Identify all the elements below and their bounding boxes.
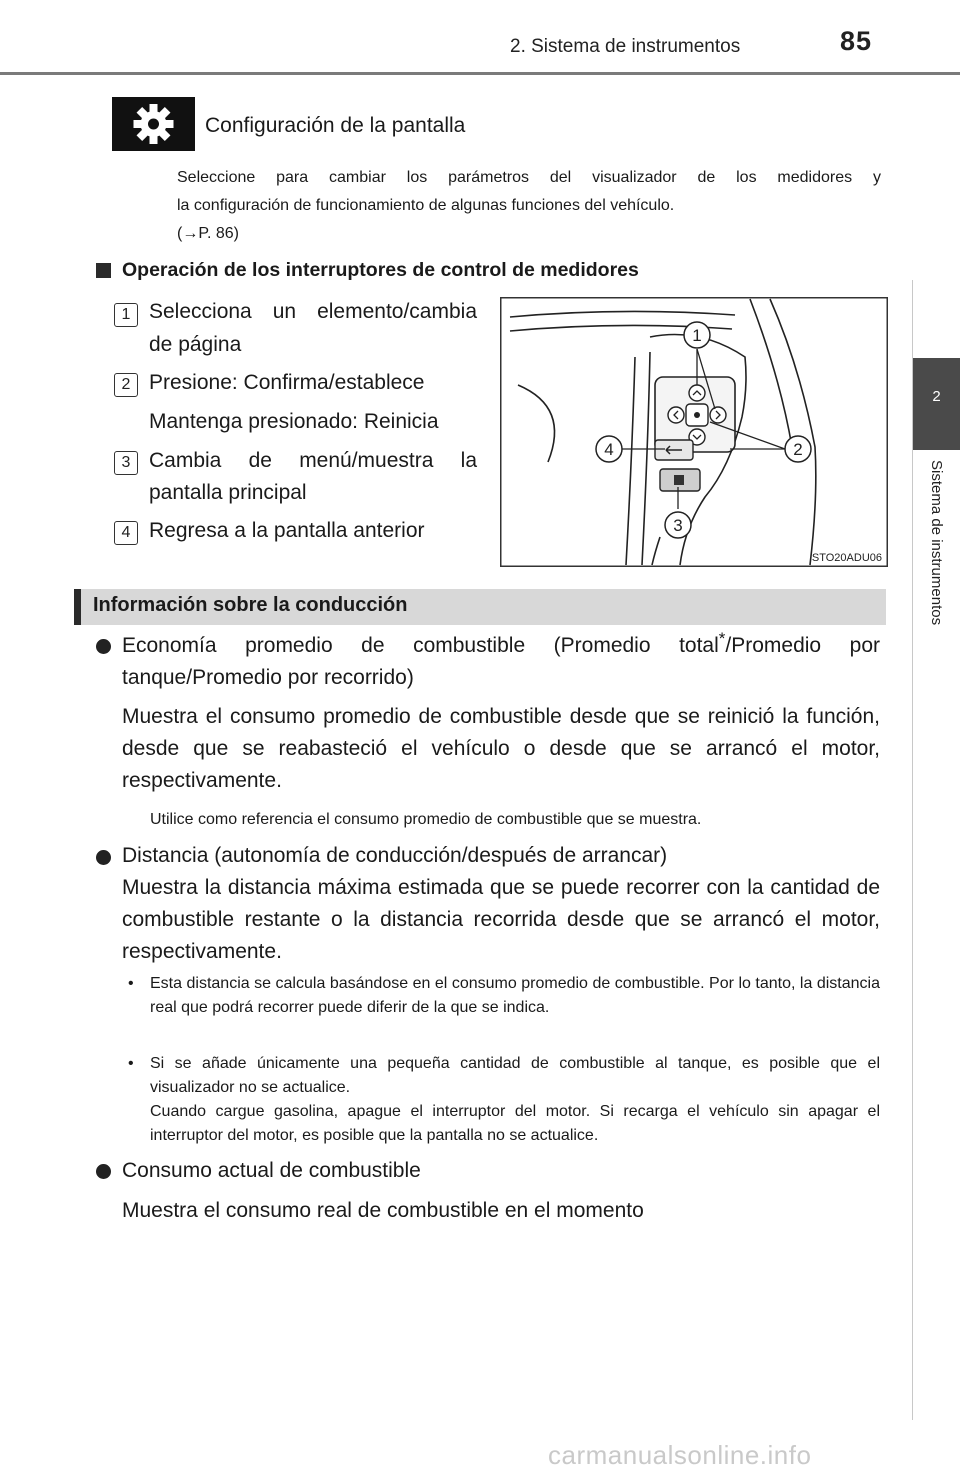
page-number: 85 (840, 26, 873, 56)
list-item-4-line1: Regresa a la pantalla anterior (149, 519, 425, 542)
settings-reference: (→P. 86) (177, 225, 239, 242)
list-number-2: 2 (114, 373, 138, 397)
watermark: carmanualsonline.info (548, 1440, 812, 1470)
settings-description-line2: la configuración de funcionamiento de algunas funciones del vehículo. (177, 197, 675, 214)
item2-title: Distancia (autonomía de conducción/después de arrancar) (122, 844, 668, 867)
item1-title-a: Economía promedio de combustible (Promedio total (122, 634, 719, 657)
list-item-3-line1: Cambia de menú/muestra la (149, 449, 477, 472)
gear-icon (112, 97, 195, 151)
item1-asterisk: * (718, 629, 726, 648)
item3-body: Muestra el consumo real de combustible en el momento (122, 1199, 644, 1222)
settings-description-line1: Seleccione para cambiar los parámetros del visualizador de los medidores y (177, 169, 881, 186)
list-item-1-line2: de página (149, 333, 242, 356)
steering-switch-illustration (500, 297, 888, 567)
driving-info-heading: Información sobre la conducción (93, 594, 408, 616)
item2-note2a-text: Si se añade únicamente una pequeña cantidad de combustible al tanque, es posible que el visualizador no se actualice. (150, 1055, 880, 1096)
running-header-section: 2. Sistema de instrumentos (510, 36, 741, 57)
item2-note2b-text: Cuando cargue gasolina, apague el interruptor del motor. Si recarga el vehículo sin apagar el interruptor del motor, es posible que la pantalla no se actualice. (150, 1103, 880, 1144)
steering-switch-figure (500, 297, 888, 567)
item2-note2 (128, 1052, 880, 1148)
small-bullet-icon: • (128, 975, 134, 992)
settings-title: Configuración de la pantalla (205, 114, 466, 137)
list-number-1: 1 (114, 303, 138, 327)
switch-section-heading: Operación de los interruptores de control de medidores (122, 259, 639, 281)
gear-icon-box (112, 97, 195, 151)
small-bullet-icon: • (128, 1055, 134, 1072)
item2-note1 (128, 972, 880, 1020)
section-band-accent (74, 589, 81, 625)
square-bullet-icon (96, 263, 111, 278)
callout-1: 1 (692, 326, 702, 345)
item1-title-line2: tanque/Promedio por recorrido) (122, 666, 414, 689)
item1-body: Muestra el consumo promedio de combustible desde que se reinició la función, desde que se reabasteció el vehículo o desde que se arrancó el motor, respectivamente. (122, 705, 880, 792)
list-item-1-line1: Selecciona un elemento/cambia (149, 300, 477, 323)
side-tab-label-wrap (913, 460, 960, 675)
figure-code: STO20ADU06 (811, 552, 882, 564)
round-bullet-icon (96, 1164, 111, 1179)
list-number-4: 4 (114, 521, 138, 545)
header-rule (0, 72, 960, 75)
side-tab-number: 2 (932, 388, 941, 405)
callout-3: 3 (673, 516, 683, 535)
list-item-3-line2: pantalla principal (149, 481, 307, 504)
item3-title: Consumo actual de combustible (122, 1159, 421, 1182)
item1-note: Utilice como referencia el consumo promedio de combustible que se muestra. (150, 811, 702, 828)
item1-title-b: /Promedio por (725, 634, 880, 657)
list-number-3: 3 (114, 451, 138, 475)
round-bullet-icon (96, 850, 111, 865)
side-tab-label: Sistema de instrumentos (928, 460, 945, 626)
item1-title-line1 (122, 630, 880, 662)
list-item-2-line2: Mantenga presionado: Reinicia (149, 410, 439, 433)
side-tab-divider (912, 280, 913, 1420)
callout-2: 2 (793, 440, 803, 459)
callout-4: 4 (604, 440, 614, 459)
list-item-2-line1: Presione: Confirma/establece (149, 371, 425, 394)
item2-note1-text: Esta distancia se calcula basándose en el consumo promedio de combustible. Por lo tanto, la distancia real que podrá recorrer puede diferir de la que se indica. (150, 975, 880, 1016)
round-bullet-icon (96, 639, 111, 654)
item2-body: Muestra la distancia máxima estimada que se puede recorrer con la cantidad de combustible restante o la distancia recorrida desde que se arrancó el motor, respectivamente. (122, 876, 880, 963)
